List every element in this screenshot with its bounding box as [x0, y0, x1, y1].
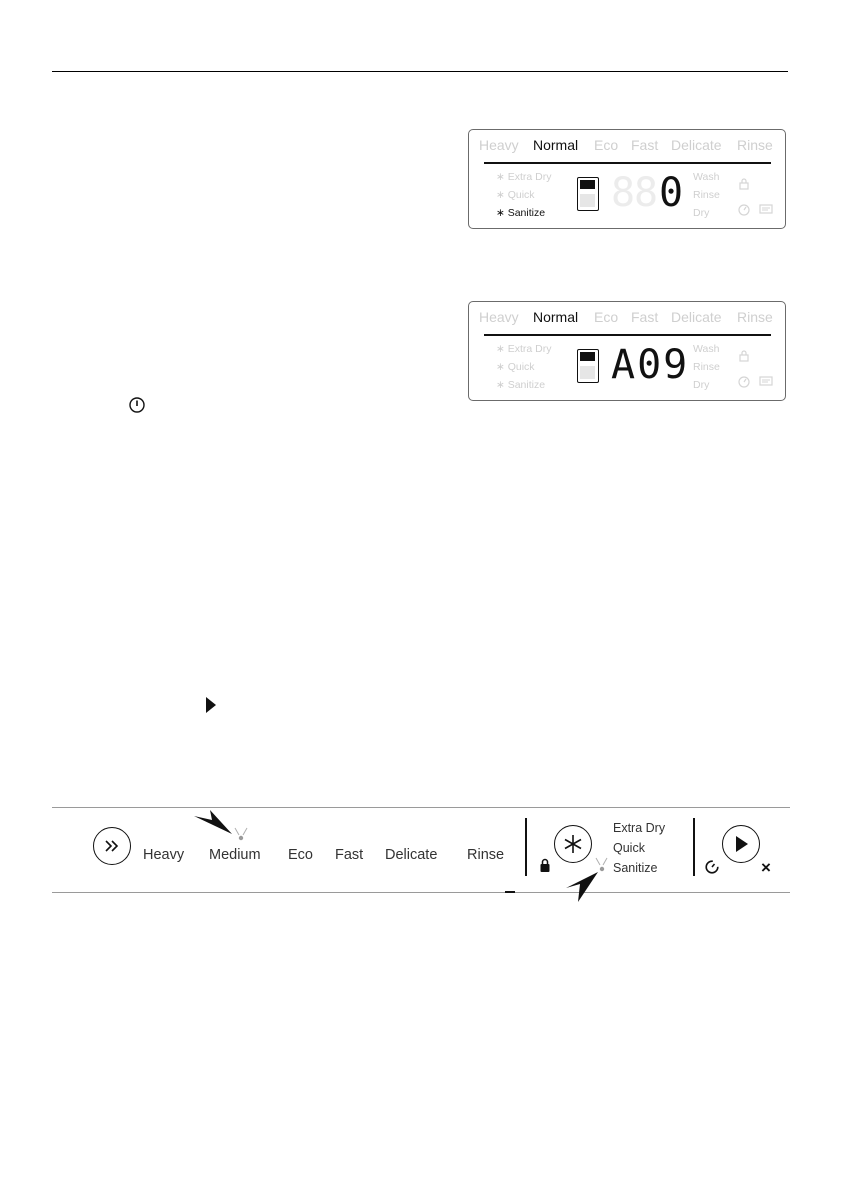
option-quick: ∗ Quick [496, 189, 535, 201]
program-eco: Eco [594, 137, 619, 153]
program-heavy: Heavy [479, 309, 519, 325]
program-row [469, 137, 785, 157]
phase-wash: Wash [693, 171, 720, 183]
double-chevron-right-icon [104, 839, 120, 853]
program-row [469, 309, 785, 329]
strip-program-fast: Fast [335, 847, 364, 863]
option-button[interactable] [554, 825, 592, 863]
option-extra-dry: ∗ Extra Dry [496, 343, 552, 355]
program-normal: Normal [533, 309, 579, 325]
arrow-pointer-icon [566, 870, 600, 904]
segment-readout: A09 [611, 342, 690, 388]
play-icon [736, 836, 748, 852]
phase-rinse: Rinse [693, 361, 720, 373]
indicator-light-icon [232, 826, 250, 842]
strip-marker [505, 891, 515, 893]
program-button[interactable] [93, 827, 131, 865]
header-rule [52, 71, 788, 72]
program-eco: Eco [594, 309, 619, 325]
lock-icon [739, 350, 749, 362]
program-rinse: Rinse [737, 309, 773, 325]
program-normal: Normal [533, 137, 579, 153]
program-rinse: Rinse [737, 137, 773, 153]
lock-icon [539, 858, 551, 873]
timer-icon [704, 859, 720, 875]
strip-program-heavy: Heavy [143, 847, 185, 863]
program-delicate: Delicate [671, 309, 722, 325]
play-icon [206, 697, 216, 713]
asterisk-icon [563, 834, 583, 854]
control-strip-top-rule [52, 807, 790, 808]
option-sanitize: ∗ Sanitize [496, 207, 546, 219]
strip-separator [525, 818, 527, 876]
rinse-aid-level-icon [577, 177, 599, 211]
option-quick: ∗ Quick [496, 361, 535, 373]
program-heavy: Heavy [479, 137, 519, 153]
segment-digit-ghost: 8 [634, 170, 659, 216]
panel-divider [484, 162, 771, 164]
option-extra-dry: ∗ Extra Dry [496, 171, 552, 183]
rinse-aid-level-icon [577, 349, 599, 383]
start-button[interactable] [722, 825, 760, 863]
segment-digit-ghost: 8 [611, 170, 636, 216]
program-fast: Fast [631, 137, 659, 153]
panel-divider [484, 334, 771, 336]
option-sanitize: ∗ Sanitize [496, 379, 546, 391]
display-panel-error-code [468, 301, 786, 401]
segment-readout: 0 [659, 170, 684, 216]
phase-wash: Wash [693, 343, 720, 355]
strip-option-sanitize: Sanitize [613, 861, 658, 875]
strip-option-extra-dry: Extra Dry [613, 821, 666, 835]
detergent-icon [759, 203, 773, 215]
strip-program-rinse: Rinse [467, 847, 505, 863]
control-strip-bottom-rule [52, 892, 790, 893]
strip-separator [693, 818, 695, 876]
arrow-pointer-icon [194, 810, 234, 836]
phase-dry: Dry [693, 379, 710, 391]
strip-program-medium: Medium [209, 847, 261, 863]
power-icon [128, 396, 146, 414]
program-fast: Fast [631, 309, 659, 325]
strip-program-eco: Eco [288, 847, 313, 863]
detergent-icon [759, 375, 773, 387]
program-delicate: Delicate [671, 137, 722, 153]
strip-program-delicate: Delicate [385, 847, 438, 863]
timer-icon [737, 375, 751, 389]
lock-icon [739, 178, 749, 190]
phase-dry: Dry [693, 207, 710, 219]
strip-option-quick: Quick [613, 841, 645, 855]
display-panel-normal-sanitize [468, 129, 786, 229]
phase-rinse: Rinse [693, 189, 720, 201]
timer-icon [737, 203, 751, 217]
cancel-icon: × [761, 858, 771, 877]
